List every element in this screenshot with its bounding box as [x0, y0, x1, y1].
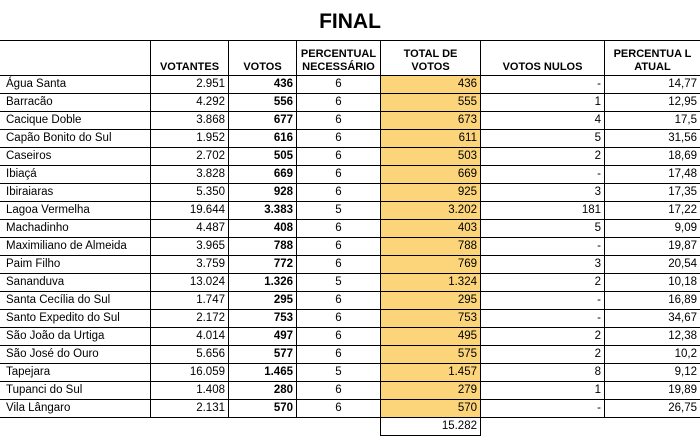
- cell-total: 669: [381, 166, 481, 184]
- cell-atual: 9,12: [605, 364, 700, 382]
- cell-name: Cacique Doble: [0, 112, 151, 130]
- cell-votos: 1.465: [229, 364, 297, 382]
- cell-total: 611: [381, 130, 481, 148]
- cell-nulos: -: [481, 310, 605, 328]
- cell-votos: 772: [229, 256, 297, 274]
- cell-perc: 6: [297, 310, 381, 328]
- cell-perc: 6: [297, 220, 381, 238]
- cell-votantes: 3.828: [151, 166, 229, 184]
- table-row: [0, 256, 700, 274]
- table-row: [0, 292, 700, 310]
- cell-perc: 5: [297, 274, 381, 292]
- cell-perc: 6: [297, 292, 381, 310]
- cell-atual: 12,38: [605, 328, 700, 346]
- cell-votos: 1.326: [229, 274, 297, 292]
- cell-name: Água Santa: [0, 76, 151, 94]
- table-row: [0, 112, 700, 130]
- cell-atual: 26,75: [605, 400, 700, 418]
- cell-perc: 6: [297, 382, 381, 400]
- cell-total: 575: [381, 346, 481, 364]
- table-row: [0, 400, 700, 418]
- cell-atual: 31,56: [605, 130, 700, 148]
- header-percentual: PERCENTUAL NECESSÁRIO: [297, 41, 381, 76]
- cell-total: 495: [381, 328, 481, 346]
- cell-atual: 19,87: [605, 238, 700, 256]
- cell-name: Ibiaçá: [0, 166, 151, 184]
- cell-perc: 6: [297, 346, 381, 364]
- cell-atual: 20,54: [605, 256, 700, 274]
- cell-votos: 669: [229, 166, 297, 184]
- table-row: [0, 220, 700, 238]
- cell-name: Vila Lângaro: [0, 400, 151, 418]
- table-row: [0, 76, 700, 94]
- cell-votos: 280: [229, 382, 297, 400]
- cell-perc: 6: [297, 328, 381, 346]
- table-row: [0, 364, 700, 382]
- cell-atual: 14,77: [605, 76, 700, 94]
- cell-votos: 616: [229, 130, 297, 148]
- cell-name: São José do Ouro: [0, 346, 151, 364]
- cell-total: 555: [381, 94, 481, 112]
- cell-name: Tapejara: [0, 364, 151, 382]
- cell-name: Santa Cecília do Sul: [0, 292, 151, 310]
- header-votos-nulos: VOTOS NULOS: [481, 41, 605, 76]
- cell-atual: 9,09: [605, 220, 700, 238]
- cell-total: 295: [381, 292, 481, 310]
- cell-total: 436: [381, 76, 481, 94]
- table-row: [0, 202, 700, 220]
- cell-votos: 677: [229, 112, 297, 130]
- cell-votantes: 1.952: [151, 130, 229, 148]
- cell-votos: 556: [229, 94, 297, 112]
- cell-nulos: 5: [481, 220, 605, 238]
- cell-total: 3.202: [381, 202, 481, 220]
- cell-nulos: -: [481, 166, 605, 184]
- cell-name: Ibiraiaras: [0, 184, 151, 202]
- table-row: [0, 346, 700, 364]
- cell-atual: 17,22: [605, 202, 700, 220]
- cell-name: Lagoa Vermelha: [0, 202, 151, 220]
- cell-atual: 19,89: [605, 382, 700, 400]
- cell-nulos: -: [481, 238, 605, 256]
- cell-votantes: 1.408: [151, 382, 229, 400]
- cell-perc: 6: [297, 130, 381, 148]
- cell-votantes: 13.024: [151, 274, 229, 292]
- cell-name: Tupanci do Sul: [0, 382, 151, 400]
- cell-votantes: 2.131: [151, 400, 229, 418]
- cell-name: Maximiliano de Almeida: [0, 238, 151, 256]
- cell-name: Sananduva: [0, 274, 151, 292]
- cell-total: 279: [381, 382, 481, 400]
- cell-nulos: 2: [481, 274, 605, 292]
- cell-perc: 6: [297, 400, 381, 418]
- cell-perc: 5: [297, 364, 381, 382]
- cell-nulos: 2: [481, 346, 605, 364]
- cell-name: Paim Filho: [0, 256, 151, 274]
- cell-perc: 6: [297, 148, 381, 166]
- table-row: [0, 148, 700, 166]
- cell-votos: 497: [229, 328, 297, 346]
- cell-votos: 408: [229, 220, 297, 238]
- cell-votantes: 4.292: [151, 94, 229, 112]
- cell-perc: 6: [297, 184, 381, 202]
- cell-nulos: 2: [481, 328, 605, 346]
- cell-atual: 17,48: [605, 166, 700, 184]
- cell-atual: 16,89: [605, 292, 700, 310]
- cell-name: Capão Bonito do Sul: [0, 130, 151, 148]
- cell-votos: 570: [229, 400, 297, 418]
- cell-total: 570: [381, 400, 481, 418]
- cell-total: 403: [381, 220, 481, 238]
- cell-atual: 17,5: [605, 112, 700, 130]
- table-row: [0, 238, 700, 256]
- page-title: FINAL: [319, 10, 381, 33]
- cell-votantes: 3.868: [151, 112, 229, 130]
- cell-total: 925: [381, 184, 481, 202]
- cell-name: Barracão: [0, 94, 151, 112]
- cell-nulos: -: [481, 400, 605, 418]
- cell-votantes: 19.644: [151, 202, 229, 220]
- cell-votantes: 1.747: [151, 292, 229, 310]
- total-row: [0, 418, 700, 436]
- cell-perc: 5: [297, 202, 381, 220]
- cell-votantes: 16.059: [151, 364, 229, 382]
- table-row: [0, 130, 700, 148]
- table-row: [0, 274, 700, 292]
- cell-votantes: 3.965: [151, 238, 229, 256]
- empty-cell: [151, 418, 229, 436]
- header-percentual-atual: PERCENTUA L ATUAL: [605, 41, 700, 76]
- cell-votantes: 4.014: [151, 328, 229, 346]
- cell-votos: 577: [229, 346, 297, 364]
- cell-total: 788: [381, 238, 481, 256]
- cell-votos: 295: [229, 292, 297, 310]
- cell-total: 769: [381, 256, 481, 274]
- header-votos: VOTOS: [229, 41, 297, 76]
- cell-nulos: 5: [481, 130, 605, 148]
- cell-nulos: 4: [481, 112, 605, 130]
- header-municipio: [0, 41, 151, 76]
- empty-cell: [297, 418, 381, 436]
- empty-cell: [605, 418, 700, 436]
- cell-nulos: 3: [481, 256, 605, 274]
- cell-name: São João da Urtiga: [0, 328, 151, 346]
- empty-cell: [0, 418, 151, 436]
- cell-nulos: 3: [481, 184, 605, 202]
- cell-votos: 788: [229, 238, 297, 256]
- cell-votantes: 4.487: [151, 220, 229, 238]
- cell-votantes: 2.172: [151, 310, 229, 328]
- cell-votos: 505: [229, 148, 297, 166]
- cell-votos: 753: [229, 310, 297, 328]
- cell-total: 1.324: [381, 274, 481, 292]
- header-row: [0, 41, 700, 76]
- cell-perc: 6: [297, 76, 381, 94]
- cell-votantes: 2.702: [151, 148, 229, 166]
- cell-votos: 928: [229, 184, 297, 202]
- cell-total: 1.457: [381, 364, 481, 382]
- cell-nulos: 1: [481, 94, 605, 112]
- cell-total: 673: [381, 112, 481, 130]
- empty-cell: [229, 418, 297, 436]
- results-table: [0, 40, 700, 436]
- cell-votos: 436: [229, 76, 297, 94]
- table-row: [0, 382, 700, 400]
- cell-perc: 6: [297, 94, 381, 112]
- cell-perc: 6: [297, 256, 381, 274]
- cell-atual: 34,67: [605, 310, 700, 328]
- cell-atual: 10,18: [605, 274, 700, 292]
- cell-votantes: 3.759: [151, 256, 229, 274]
- cell-perc: 6: [297, 112, 381, 130]
- table-row: [0, 166, 700, 184]
- cell-nulos: 1: [481, 382, 605, 400]
- header-total-votos: TOTAL DE VOTOS: [381, 41, 481, 76]
- cell-nulos: 181: [481, 202, 605, 220]
- cell-name: Caseiros: [0, 148, 151, 166]
- cell-votantes: 2.951: [151, 76, 229, 94]
- cell-total: 503: [381, 148, 481, 166]
- table-row: [0, 328, 700, 346]
- cell-perc: 6: [297, 166, 381, 184]
- cell-nulos: 2: [481, 148, 605, 166]
- cell-name: Machadinho: [0, 220, 151, 238]
- table-row: [0, 184, 700, 202]
- table-row: [0, 94, 700, 112]
- cell-atual: 18,69: [605, 148, 700, 166]
- cell-votantes: 5.656: [151, 346, 229, 364]
- cell-votos: 3.383: [229, 202, 297, 220]
- cell-perc: 6: [297, 238, 381, 256]
- cell-nulos: -: [481, 76, 605, 94]
- cell-total: 753: [381, 310, 481, 328]
- cell-atual: 10,2: [605, 346, 700, 364]
- empty-cell: [481, 418, 605, 436]
- cell-votantes: 5.350: [151, 184, 229, 202]
- cell-atual: 12,95: [605, 94, 700, 112]
- grand-total: 15.282: [381, 418, 481, 436]
- table-row: [0, 310, 700, 328]
- cell-nulos: -: [481, 292, 605, 310]
- cell-name: Santo Expedito do Sul: [0, 310, 151, 328]
- cell-nulos: 8: [481, 364, 605, 382]
- header-votantes: VOTANTES: [151, 41, 229, 76]
- cell-atual: 17,35: [605, 184, 700, 202]
